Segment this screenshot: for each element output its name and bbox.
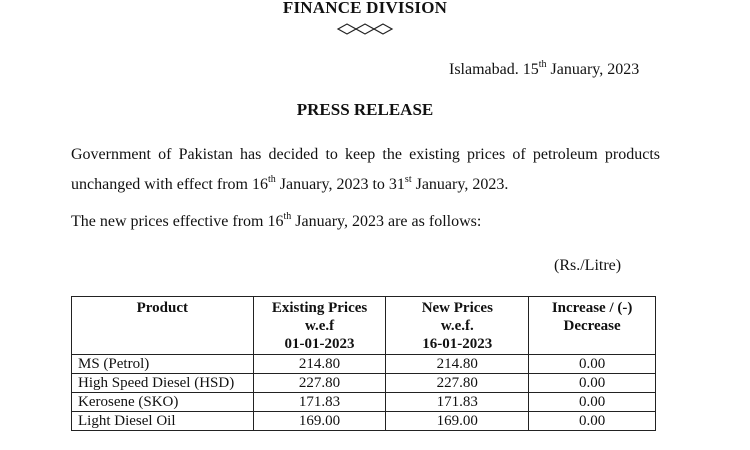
division-heading: FINANCE DIVISION [282, 0, 448, 17]
product-name: High Speed Diesel (HSD) [72, 374, 254, 393]
price-change: 0.00 [529, 393, 656, 412]
header-existing-prices [253, 297, 386, 355]
prices-table [71, 296, 656, 431]
header-existing-line-3: 01-01-2023 [284, 336, 355, 352]
header-new-line-1: New Prices [421, 300, 493, 316]
header-change [529, 297, 656, 355]
table-row [72, 355, 656, 374]
product-name: MS (Petrol) [72, 355, 254, 374]
new-price: 169.00 [386, 412, 529, 431]
price-change: 0.00 [529, 374, 656, 393]
new-price: 171.83 [386, 393, 529, 412]
existing-price: 171.83 [253, 393, 386, 412]
table-row [72, 374, 656, 393]
unit-note: (Rs./Litre) [554, 257, 622, 274]
header-new-line-2: w.e.f. [440, 318, 474, 334]
dateline-month-year: January, 2023 [546, 61, 640, 78]
header-change-line-1: Increase / (-) [551, 300, 633, 316]
para1-text-2: January, 2023 to 31 [275, 176, 405, 193]
table-row [72, 412, 656, 431]
para2-sup-1: th [283, 210, 292, 222]
existing-price: 214.80 [253, 355, 386, 374]
announcement-paragraph [71, 140, 660, 200]
para1-sup-2: st [404, 173, 412, 185]
header-new-prices [386, 297, 529, 355]
para1-text-3: January, 2023. [411, 176, 509, 193]
existing-price: 169.00 [253, 412, 386, 431]
dateline-suffix: th [538, 58, 547, 70]
price-change: 0.00 [529, 355, 656, 374]
header-product: Product [72, 297, 254, 355]
new-price: 214.80 [386, 355, 529, 374]
para1-text-1: Government of Pakistan has decided to keep the existing prices of petroleum products unchanged with effect from 16 [71, 146, 660, 193]
dateline [449, 58, 640, 79]
table-row [72, 393, 656, 412]
para1-sup-1: th [267, 173, 276, 185]
price-change: 0.00 [529, 412, 656, 431]
table-header-row [72, 297, 656, 355]
product-name: Kerosene (SKO) [72, 393, 254, 412]
para2-text-1: The new prices effective from 16 [71, 213, 284, 230]
press-release-title: PRESS RELEASE [296, 100, 434, 119]
header-existing-line-2: w.e.f [304, 318, 335, 334]
dateline-place: Islamabad. 15 [449, 61, 539, 78]
para2-text-2: January, 2023 are as follows: [291, 213, 482, 230]
new-price: 227.80 [386, 374, 529, 393]
header-change-line-2: Decrease [563, 318, 621, 334]
diamond-chain-icon [336, 22, 396, 36]
header-existing-line-1: Existing Prices [271, 300, 368, 316]
header-new-line-3: 16-01-2023 [422, 336, 493, 352]
product-name: Light Diesel Oil [72, 412, 254, 431]
existing-price: 227.80 [253, 374, 386, 393]
prices-intro-paragraph [71, 210, 482, 231]
